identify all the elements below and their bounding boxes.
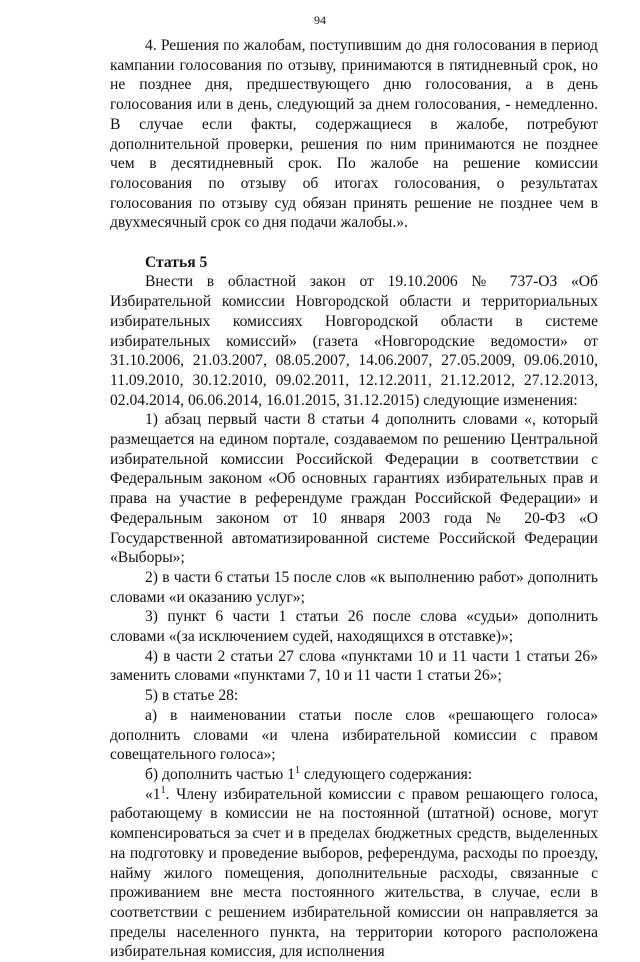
- quoted-part-1-1: [110, 785, 598, 962]
- list-item-5b-text: б) дополнить частью 1: [145, 766, 295, 783]
- document-body: [110, 36, 598, 962]
- list-item-3: 3) пункт 6 части 1 статьи 26 после слова «судьи» дополнить словами «(за исключением судей, находящихся в отставке)»;: [110, 608, 598, 646]
- list-item-2: 2) в части 6 статьи 15 после слов «к выполнению работ» дополнить словами «и оказанию услуг»;: [110, 568, 598, 606]
- list-item-4: 4) в части 2 статьи 27 слова «пунктами 10 и 11 части 1 статьи 26» заменить словами «пунктами 7, 10 и 11 части 1 статьи 26»;: [110, 647, 598, 685]
- article-heading: Статья 5: [145, 253, 208, 271]
- list-item-5: 5) в статье 28:: [145, 687, 239, 705]
- paragraph-amendment-intro: Внести в областной закон от 19.10.2006 № 737-ОЗ «Об Избирательной комиссии Новгородской области и территориальных избирательных комиссиях Новгородской области в системе избирательных комиссий» (газета «Новгородские ведомости» от 31.10.2006, 21.03.2007, 08.05.2007, 14.06.2007, 27.05.2009, 09.06.2010, 11.09.2010, 30.12.2010, 09.02.2011, 12.12.2011, 21.12.2012, 27.12.2013, 02.04.2014, 06.06.2014, 16.01.2015, 31.12.2015) следующие изменения:: [110, 273, 598, 409]
- quote-text: . Члену избирательной комиссии с правом решающего голоса, работающему в комиссии не на постоянной (штатной) основе, могут компенсироваться за счет и в пределах бюджетных средств, выделенных на подготовку и проведение выборов, референдума, расходы по проезду, найму жилого помещения, дополнительные расходы, связанные с проживанием вне места постоянного жительства, в случае, если в соответствии с решением избирательной комиссии он направляется за пределы населенного пункта, на территории которого расположена избирательная комиссия, для исполнения: [110, 785, 598, 961]
- list-item-5b-text-end: следующего содержания:: [299, 766, 473, 783]
- superscript: 1: [294, 765, 300, 776]
- paragraph-complaints-decisions: 4. Решения по жалобам, поступившим до дня голосования в период кампании голосования по отзыву, принимаются в пятидневный срок, но не позднее дня, предшествующего дню голосования, а в день голосования или в день, следующий за днем голосования, - немедленно. В случае если факты, содержащиеся в жалобе, потребуют дополнительной проверки, решения по ним принимаются не позднее чем в десятидневный срок. По жалобе на решение комиссии голосования по отзыву об итогах голосования, о результатах голосования по отзыву суд обязан принять решение не позднее чем в двухмесячный срок со дня подачи жалобы.».: [110, 37, 598, 232]
- page-number: 94: [314, 13, 326, 27]
- spacer: [110, 233, 598, 253]
- list-item-1: 1) абзац первый части 8 статьи 4 дополнить словами «, который размещается на едином портале, создаваемом по решению Центральной избирательной комиссии Российской Федерации в соответствии с Федеральным законом «Об основных гарантиях избирательных прав и права на участие в референдуме граждан Российской Федерации» и Федеральным законом от 10 января 2003 года № 20-ФЗ «О Государственной автоматизированной системе Российской Федерации «Выборы»;: [110, 411, 598, 567]
- superscript: 1: [160, 784, 166, 796]
- quote-open: «1: [145, 785, 161, 803]
- list-item-5b: [110, 765, 598, 785]
- list-item-5a: а) в наименовании статьи после слов «решающего голоса» дополнить словами «и члена избирательной комиссии с правом совещательного голоса»;: [110, 706, 598, 764]
